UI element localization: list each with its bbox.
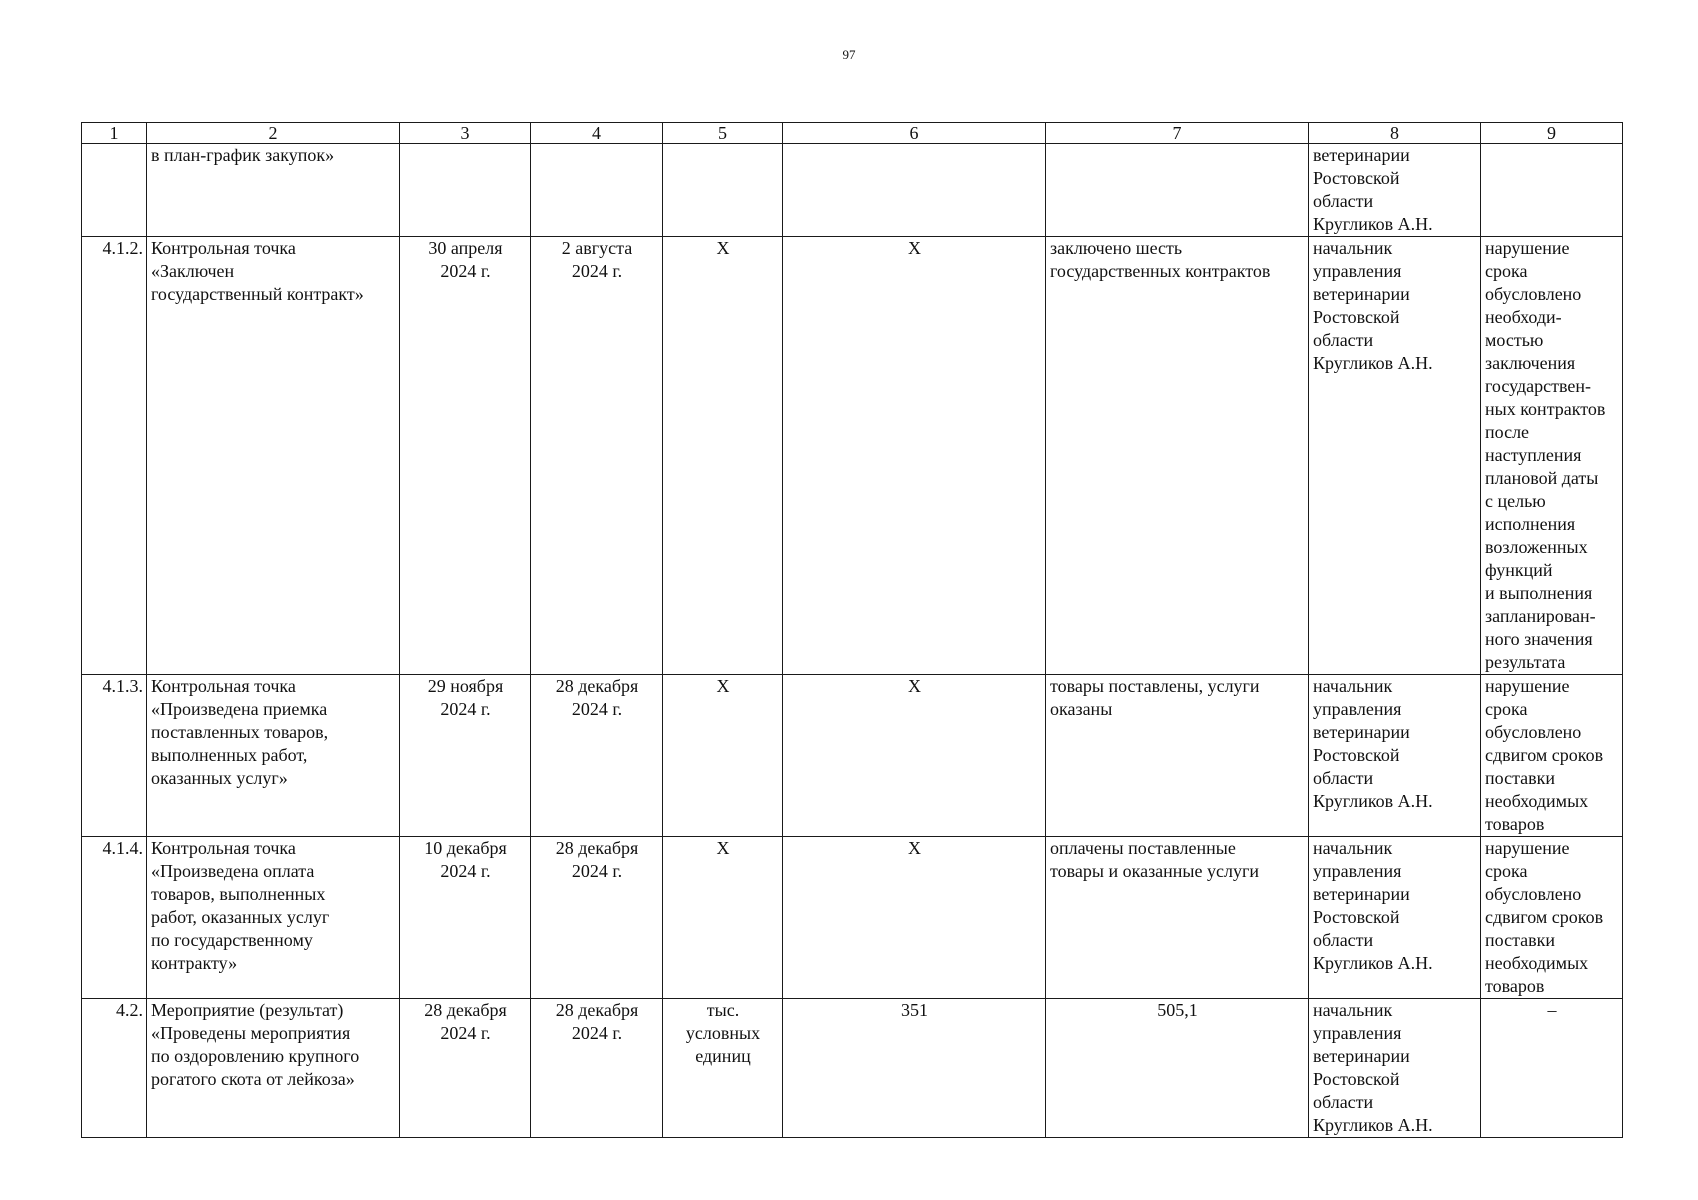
note-cell: нарушение срока обусловлено сдвигом сроков поставки необходимых товаров: [1481, 675, 1623, 837]
fact-value-cell: заключено шесть государственных контрактов: [1046, 237, 1309, 675]
fact-date-cell: 2 августа 2024 г.: [531, 237, 663, 675]
row-name-cell: Контрольная точка «Произведена приемка поставленных товаров, выполненных работ, оказанных услуг»: [147, 675, 400, 837]
note-cell: нарушение срока обусловлено сдвигом сроков поставки необходимых товаров: [1481, 837, 1623, 999]
fact-date-cell: 28 декабря 2024 г.: [531, 837, 663, 999]
note-cell: нарушение срока обусловлено необходи- мостью заключения государствен- ных контрактов после наступления плановой даты с целью исполнения возложенных функций и выполнения запланирован- ного значения результата: [1481, 237, 1623, 675]
column-number: 8: [1309, 123, 1481, 144]
page-number: 97: [842, 47, 856, 62]
column-number: 6: [783, 123, 1046, 144]
column-number: 9: [1481, 123, 1623, 144]
column-number: 2: [147, 123, 400, 144]
plan-date-cell: 29 ноября 2024 г.: [400, 675, 531, 837]
column-number: 7: [1046, 123, 1309, 144]
unit-cell: [663, 144, 783, 237]
unit-cell: тыс. условных единиц: [663, 999, 783, 1138]
fact-value-cell: товары поставлены, услуги оказаны: [1046, 675, 1309, 837]
note-cell: [1481, 144, 1623, 237]
table-row: [82, 999, 1623, 1138]
row-name-cell: Мероприятие (результат) «Проведены мероприятия по оздоровлению крупного рогатого скота от лейкоза»: [147, 999, 400, 1138]
table-row: [82, 837, 1623, 999]
column-number: 3: [400, 123, 531, 144]
plan-date-cell: [400, 144, 531, 237]
table-row: [82, 144, 1623, 237]
row-name-cell: Контрольная точка «Произведена оплата товаров, выполненных работ, оказанных услуг по государственному контракту»: [147, 837, 400, 999]
row-number-cell: 4.2.: [82, 999, 147, 1138]
column-number: 1: [82, 123, 147, 144]
fact-date-cell: 28 декабря 2024 г.: [531, 999, 663, 1138]
plan-value-cell: Х: [783, 675, 1046, 837]
responsible-cell: ветеринарии Ростовской области Кругликов А.Н.: [1309, 144, 1481, 237]
responsible-cell: начальник управления ветеринарии Ростовской области Кругликов А.Н.: [1309, 237, 1481, 675]
plan-date-cell: 28 декабря 2024 г.: [400, 999, 531, 1138]
row-number-cell: 4.1.3.: [82, 675, 147, 837]
plan-value-cell: Х: [783, 837, 1046, 999]
unit-cell: Х: [663, 837, 783, 999]
responsible-cell: начальник управления ветеринарии Ростовской области Кругликов А.Н.: [1309, 999, 1481, 1138]
row-number-cell: 4.1.2.: [82, 237, 147, 675]
fact-value-cell: оплачены поставленные товары и оказанные услуги: [1046, 837, 1309, 999]
table-row: [82, 237, 1623, 675]
column-number: 4: [531, 123, 663, 144]
responsible-cell: начальник управления ветеринарии Ростовской области Кругликов А.Н.: [1309, 675, 1481, 837]
row-name-cell: Контрольная точка «Заключен государственный контракт»: [147, 237, 400, 675]
plan-value-cell: [783, 144, 1046, 237]
row-number-cell: 4.1.4.: [82, 837, 147, 999]
unit-cell: Х: [663, 237, 783, 675]
row-name-cell: в план-график закупок»: [147, 144, 400, 237]
plan-value-cell: 351: [783, 999, 1046, 1138]
table-row: [82, 675, 1623, 837]
report-table: [81, 122, 1623, 1138]
plan-date-cell: 30 апреля 2024 г.: [400, 237, 531, 675]
unit-cell: Х: [663, 675, 783, 837]
responsible-cell: начальник управления ветеринарии Ростовской области Кругликов А.Н.: [1309, 837, 1481, 999]
fact-value-cell: 505,1: [1046, 999, 1309, 1138]
fact-date-cell: 28 декабря 2024 г.: [531, 675, 663, 837]
note-cell: –: [1481, 999, 1623, 1138]
row-number-cell: [82, 144, 147, 237]
plan-date-cell: 10 декабря 2024 г.: [400, 837, 531, 999]
column-number: 5: [663, 123, 783, 144]
column-number-row: [82, 123, 1623, 144]
fact-date-cell: [531, 144, 663, 237]
fact-value-cell: [1046, 144, 1309, 237]
plan-value-cell: Х: [783, 237, 1046, 675]
